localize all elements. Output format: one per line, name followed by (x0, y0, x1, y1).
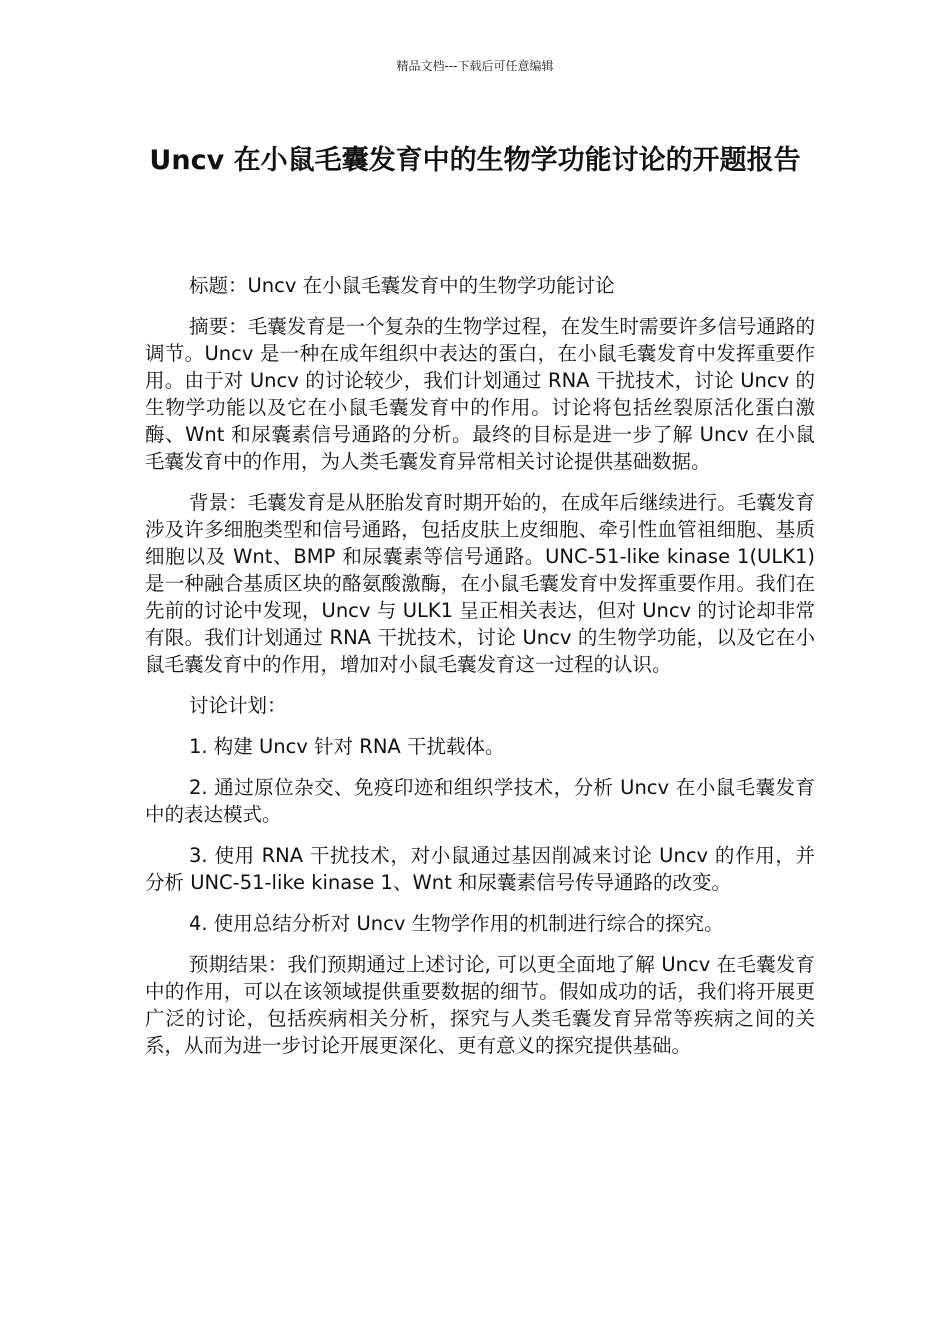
header-note: 精品文档---下载后可任意编辑 (396, 59, 554, 73)
paragraph-abstract: 摘要：毛囊发育是一个复杂的生物学过程，在发生时需要许多信号通路的调节。Uncv 是一种在成年组织中表达的蛋白，在小鼠毛囊发育中发挥重要作用。由于对 Uncv 的讨论较少，我们计划通过 RNA 干扰技术，讨论 Uncv 的生物学功能以及它在小鼠毛囊发育中的作用。讨论将包括丝裂原活化蛋白激酶、Wnt 和尿囊素信号通路的分析。最终的目标是进一步了解 Uncv 在小鼠毛囊发育中的作用，为人类毛囊发育异常相关讨论提供基础数据。 (145, 315, 815, 473)
plan-item-1: 1. 构建 Uncv 针对 RNA 干扰载体。 (189, 735, 505, 758)
paragraph-subject: 标题：Uncv 在小鼠毛囊发育中的生物学功能讨论 (189, 274, 615, 297)
paragraph-plan-heading: 讨论计划： (189, 694, 287, 717)
paragraph-expected-results: 预期结果：我们预期通过上述讨论, 可以更全面地了解 Uncv 在毛囊发育中的作用，可以在该领域提供重要数据的细节。假如成功的话，我们将开展更广泛的讨论，包括疾病相关分析，探究与人类毛囊发育异常等疾病之间的关系，从而为进一步讨论开展更深化、更有意义的探究提供基础。 (145, 953, 815, 1057)
plan-item-2: 2. 通过原位杂交、免疫印迹和组织学技术，分析 Uncv 在小鼠毛囊发育中的表达模式。 (145, 776, 815, 826)
document-title: Uncv 在小鼠毛囊发育中的生物学功能讨论的开题报告 (149, 145, 801, 176)
paragraph-background: 背景：毛囊发育是从胚胎发育时期开始的，在成年后继续进行。毛囊发育涉及许多细胞类型和信号通路，包括皮肤上皮细胞、牵引性血管祖细胞、基质细胞以及 Wnt、BMP 和尿囊素等信号通路。UNC-51-like kinase 1(ULK1)是一种融合基质区块的酪氨酸激酶，在小鼠毛囊发育中发挥重要作用。我们在先前的讨论中发现，Uncv 与 ULK1 呈正相关表达，但对 Uncv 的讨论却非常有限。我们计划通过 RNA 干扰技术，讨论 Uncv 的生物学功能，以及它在小鼠毛囊发育中的作用，增加对小鼠毛囊发育这一过程的认识。 (145, 491, 815, 676)
plan-item-4: 4. 使用总结分析对 Uncv 生物学作用的机制进行综合的探究。 (189, 912, 724, 935)
plan-item-3: 3. 使用 RNA 干扰技术，对小鼠通过基因削减来讨论 Uncv 的作用，并分析 UNC-51-like kinase 1、Wnt 和尿囊素信号传导通路的改变。 (145, 844, 815, 894)
document-body (145, 272, 815, 1073)
